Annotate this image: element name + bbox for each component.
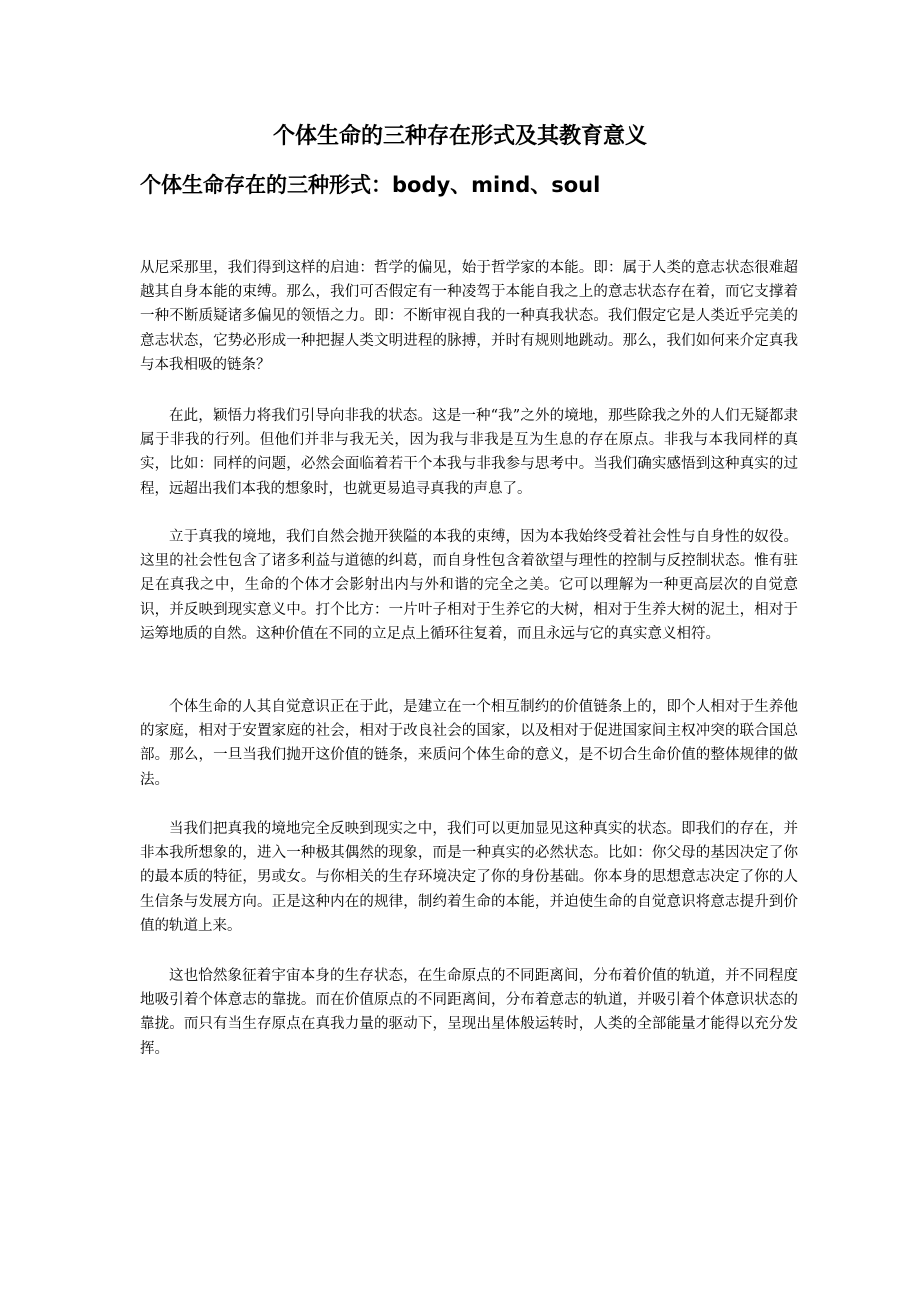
body-paragraph-5: 当我们把真我的境地完全反映到现实之中，我们可以更加显见这种真实的状态。即我们的存在，并非本我所想象的，进入一种极其偶然的现象，而是一种真实的必然状态。比如：你父母的基因决定了你的最本质的特征，男或女。与你相关的生存环境决定了你的身份基础。你本身的思想意志决定了你的人生信条与发展方向。正是这种内在的规律，制约着生命的本能，并迫使生命的自觉意识将意志提升到价值的轨道上来。	[140, 821, 798, 934]
body-paragraph-3: 立于真我的境地，我们自然会抛开狭隘的本我的束缚，因为本我始终受着社会性与自身性的奴役。这里的社会性包含了诸多利益与道德的纠葛，而自身性包含着欲望与理性的控制与反控制状态。惟有驻足在真我之中，生命的个体才会影射出内与外和谐的完全之美。它可以理解为一种更高层次的自觉意识，并反映到现实意义中。打个比方：一片叶子相对于生养它的大树，相对于生养大树的泥土，相对于运筹地质的自然。这种价值在不同的立足点上循环往复着，而且永远与它的真实意义相符。	[140, 529, 798, 642]
body-paragraph-6: 这也恰然象征着宇宙本身的生存状态，在生命原点的不同距离间，分布着价值的轨道，并不同程度地吸引着个体意志的靠拢。而在价值原点的不同距离间，分布着意志的轨道，并吸引着个体意识状态的靠拢。而只有当生存原点在真我力量的驱动下，呈现出星体般运转时，人类的全部能量才能得以充分发挥。	[140, 968, 798, 1057]
document-subtitle: 个体生命存在的三种形式：body、mind、soul	[140, 173, 601, 197]
body-paragraph-4: 个体生命的人其自觉意识正在于此，是建立在一个相互制约的价值链条上的，即个人相对于生养他的家庭，相对于安置家庭的社会，相对于改良社会的国家，以及相对于促进国家间主权冲突的联合国总部。那么，一旦当我们抛开这价值的链条，来质问个体生命的意义，是不切合生命价值的整体规律的做法。	[140, 699, 798, 788]
document-title: 个体生命的三种存在形式及其教育意义	[272, 124, 647, 149]
body-paragraph-1: 从尼采那里，我们得到这样的启迪：哲学的偏见，始于哲学家的本能。即：属于人类的意志状态很难超越其自身本能的束缚。那么，我们可否假定有一种凌驾于本能自我之上的意志状态存在着，而它支撑着一种不断质疑诸多偏见的领悟之力。即：不断审视自我的一种真我状态。我们假定它是人类近乎完美的意志状态，它势必形成一种把握人类文明进程的脉搏，并时有规则地跳动。那么，我们如何来介定真我与本我相吸的链条？	[140, 260, 798, 373]
body-paragraph-2: 在此，颖悟力将我们引导向非我的状态。这是一种“我”之外的境地，那些除我之外的人们无疑都隶属于非我的行列。但他们并非与我无关，因为我与非我是互为生息的存在原点。非我与本我同样的真实，比如：同样的问题，必然会面临着若干个本我与非我参与思考中。当我们确实感悟到这种真实的过程，远超出我们本我的想象时，也就更易追寻真我的声息了。	[140, 408, 798, 497]
